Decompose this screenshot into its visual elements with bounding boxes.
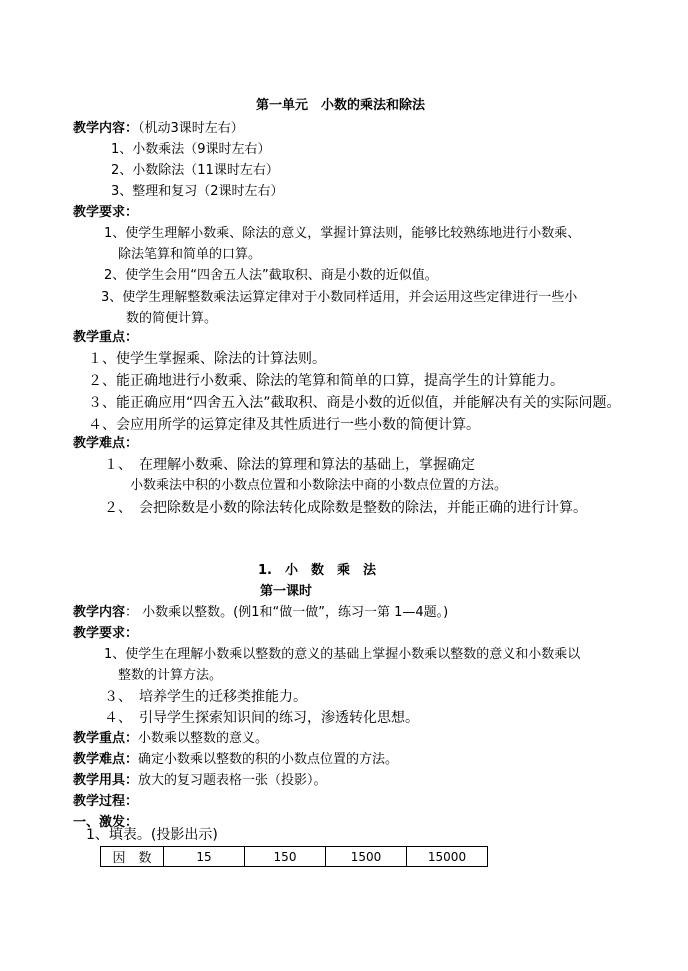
lesson-process-label: 教学过程：	[73, 794, 139, 809]
content-item-2: 2、小数除法（11课时左右）	[111, 163, 279, 178]
req-label: 教学要求：	[73, 205, 139, 220]
lesson-diff-line	[73, 751, 398, 769]
req-item-3: 3、使学生理解整数乘法运算定律对于小数同样适用，并会运用这些定律进行一些小	[101, 290, 578, 305]
step-1-heading: 一、激发：	[73, 815, 139, 830]
diff-item-1: １、 在理解小数乘、除法的算理和算法的基础上，掌握确定	[104, 457, 475, 473]
table-header-cell: 因 数	[101, 847, 164, 867]
lesson-key-value: 小数乘以整数的意义。	[138, 731, 269, 746]
table-cell: 150	[245, 847, 326, 867]
content-line	[73, 120, 244, 138]
lesson-content-label: 教学内容	[73, 605, 126, 620]
table-cell: 15000	[407, 847, 488, 867]
key-item-2: ２、能正确地进行小数乘、除法的笔算和简单的口算，提高学生的计算能力。	[88, 373, 564, 389]
table-cell: 1500	[326, 847, 407, 867]
lesson-key-line	[73, 730, 268, 748]
review-table	[100, 846, 488, 867]
req-item-2: 2、使学生会用“四舍五人法”截取积、商是小数的近似值。	[104, 268, 438, 283]
key-item-3: ３、能正确应用“四舍五入法”截取积、商是小数的近似值，并能解决有关的实际问题。	[88, 395, 621, 411]
diff-item-1-cont: 小数乘法中积的小数点位置和小数除法中商的小数点位置的方法。	[130, 478, 508, 493]
diff-label: 教学难点：	[73, 436, 139, 451]
lesson-req-item-3: ３、 培养学生的迁移类推能力。	[104, 689, 307, 705]
content-item-3: 3、整理和复习（2课时左右）	[111, 184, 284, 199]
key-label: 教学重点：	[73, 330, 139, 345]
key-item-1: １、使学生掌握乘、除法的计算法则。	[88, 351, 326, 367]
lesson-content-value: ： 小数乘以整数。(例1和“做一做”，练习一第 1—4题。)	[125, 605, 449, 620]
lesson-req-item-1-cont: 整数的计算方法。	[118, 668, 223, 683]
lesson-tools-line	[73, 772, 327, 790]
diff-item-2: ２、 会把除数是小数的除法转化成除数是整数的除法，并能正确的进行计算。	[104, 500, 587, 516]
content-item-1: 1、小数乘法（9课时左右）	[111, 142, 271, 157]
req-item-3-cont: 数的简便计算。	[126, 311, 218, 326]
lesson-req-item-4: ４、 引导学生探索知识间的练习，渗透转化思想。	[104, 710, 419, 726]
lesson-diff-label: 教学难点：	[73, 752, 139, 767]
content-value: （机动3课时左右）	[138, 121, 244, 136]
table-cell: 15	[164, 847, 245, 867]
key-item-4: ４、会应用所学的运算定律及其性质进行一些小数的简便计算。	[88, 417, 480, 433]
lesson-key-label: 教学重点：	[73, 731, 139, 746]
lesson-tools-value: 放大的复习题表格一张（投影）。	[138, 773, 327, 788]
content-label: 教学内容：	[73, 121, 139, 136]
lesson-title: 第一课时	[260, 584, 313, 599]
table-row	[101, 847, 488, 867]
lesson-content-line	[73, 604, 448, 622]
lesson-req-label: 教学要求：	[73, 626, 139, 641]
lesson-req-item-1: 1、使学生在理解小数乘以整数的意义的基础上掌握小数乘以整数的意义和小数乘以	[104, 647, 581, 662]
lesson-tools-label: 教学用具：	[73, 773, 139, 788]
unit-title: 第一单元 小数的乘法和除法	[256, 98, 426, 113]
req-item-1-cont: 除法笔算和简单的口算。	[118, 247, 262, 262]
fill-table-instruction: 1、填表。(投影出示)	[86, 827, 218, 843]
section-title: 1. 小 数 乘 法	[258, 563, 376, 578]
lesson-diff-value: 确定小数乘以整数的积的小数点位置的方法。	[138, 752, 399, 767]
req-item-1: 1、使学生理解小数乘、除法的意义，掌握计算法则，能够比较熟练地进行小数乘、	[104, 226, 581, 241]
